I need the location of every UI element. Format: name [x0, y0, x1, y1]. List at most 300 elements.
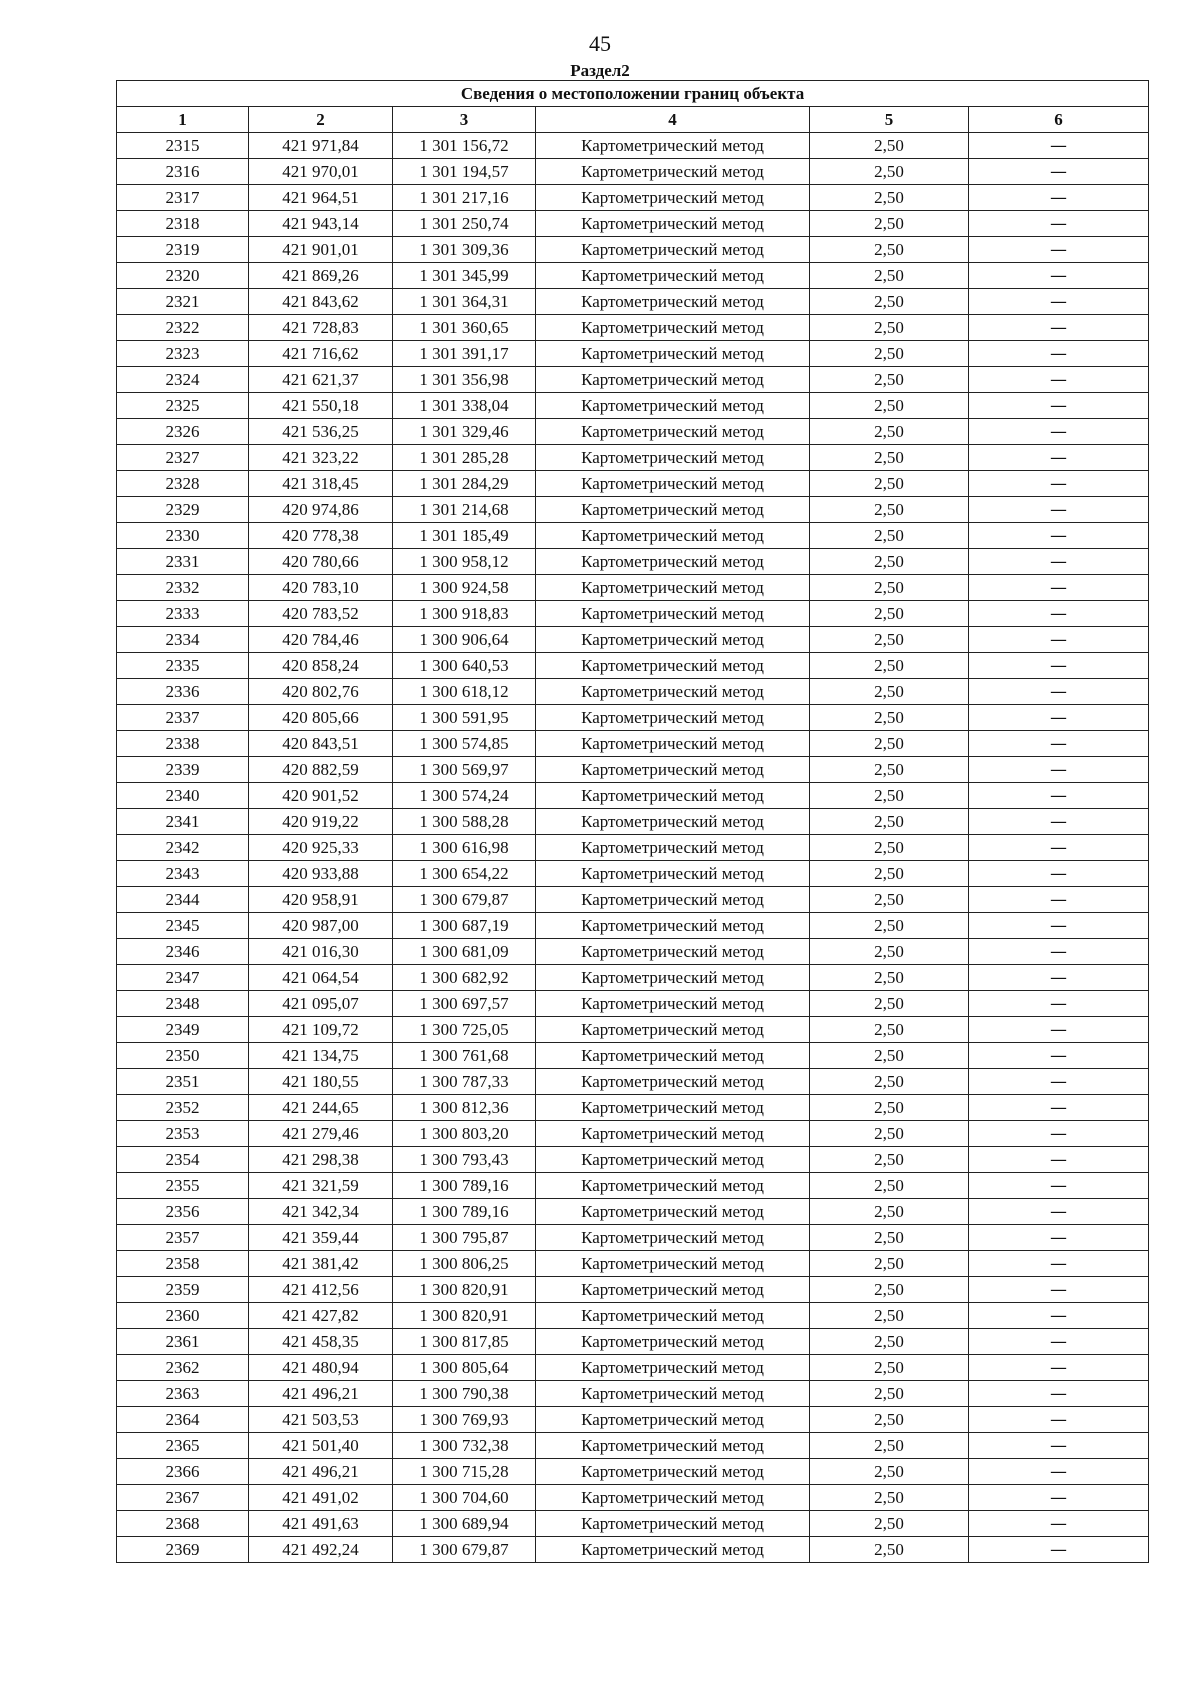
accuracy-cell: 2,50: [810, 939, 969, 965]
notes-cell: —: [969, 1459, 1149, 1485]
table-row: [117, 1329, 1149, 1355]
table-title-row: [117, 81, 1149, 107]
point-number-cell: 2339: [117, 757, 249, 783]
point-number-cell: 2320: [117, 263, 249, 289]
y-coordinate-cell: 1 300 697,57: [393, 991, 536, 1017]
notes-cell: —: [969, 341, 1149, 367]
x-coordinate-cell: 421 381,42: [249, 1251, 393, 1277]
x-coordinate-cell: 421 943,14: [249, 211, 393, 237]
accuracy-cell: 2,50: [810, 1433, 969, 1459]
notes-cell: —: [969, 1147, 1149, 1173]
accuracy-cell: 2,50: [810, 471, 969, 497]
method-cell: Картометрический метод: [536, 575, 810, 601]
accuracy-cell: 2,50: [810, 627, 969, 653]
y-coordinate-cell: 1 300 817,85: [393, 1329, 536, 1355]
y-coordinate-cell: 1 300 769,93: [393, 1407, 536, 1433]
y-coordinate-cell: 1 300 687,19: [393, 913, 536, 939]
method-cell: Картометрический метод: [536, 159, 810, 185]
accuracy-cell: 2,50: [810, 1173, 969, 1199]
y-coordinate-cell: 1 300 820,91: [393, 1303, 536, 1329]
y-coordinate-cell: 1 300 616,98: [393, 835, 536, 861]
method-cell: Картометрический метод: [536, 1095, 810, 1121]
table-row: [117, 367, 1149, 393]
point-number-cell: 2346: [117, 939, 249, 965]
y-coordinate-cell: 1 300 761,68: [393, 1043, 536, 1069]
x-coordinate-cell: 421 491,63: [249, 1511, 393, 1537]
notes-cell: —: [969, 627, 1149, 653]
accuracy-cell: 2,50: [810, 731, 969, 757]
notes-cell: —: [969, 991, 1149, 1017]
x-coordinate-cell: 420 802,76: [249, 679, 393, 705]
y-coordinate-cell: 1 301 345,99: [393, 263, 536, 289]
y-coordinate-cell: 1 300 681,09: [393, 939, 536, 965]
point-number-cell: 2318: [117, 211, 249, 237]
accuracy-cell: 2,50: [810, 1485, 969, 1511]
y-coordinate-cell: 1 300 790,38: [393, 1381, 536, 1407]
method-cell: Картометрический метод: [536, 705, 810, 731]
table-row: [117, 1147, 1149, 1173]
method-cell: Картометрический метод: [536, 1329, 810, 1355]
point-number-cell: 2362: [117, 1355, 249, 1381]
accuracy-cell: 2,50: [810, 653, 969, 679]
table-row: [117, 913, 1149, 939]
accuracy-cell: 2,50: [810, 159, 969, 185]
point-number-cell: 2329: [117, 497, 249, 523]
table-row: [117, 1173, 1149, 1199]
accuracy-cell: 2,50: [810, 133, 969, 159]
x-coordinate-cell: 420 784,46: [249, 627, 393, 653]
accuracy-cell: 2,50: [810, 1303, 969, 1329]
method-cell: Картометрический метод: [536, 1069, 810, 1095]
notes-cell: —: [969, 1277, 1149, 1303]
notes-cell: —: [969, 471, 1149, 497]
method-cell: Картометрический метод: [536, 497, 810, 523]
table-row: [117, 965, 1149, 991]
accuracy-cell: 2,50: [810, 601, 969, 627]
table-row: [117, 575, 1149, 601]
point-number-cell: 2344: [117, 887, 249, 913]
accuracy-cell: 2,50: [810, 237, 969, 263]
x-coordinate-cell: 421 869,26: [249, 263, 393, 289]
method-cell: Картометрический метод: [536, 315, 810, 341]
notes-cell: —: [969, 211, 1149, 237]
notes-cell: —: [969, 393, 1149, 419]
table-row: [117, 1277, 1149, 1303]
x-coordinate-cell: 421 496,21: [249, 1381, 393, 1407]
table-row: [117, 1485, 1149, 1511]
table-row: [117, 783, 1149, 809]
accuracy-cell: 2,50: [810, 289, 969, 315]
x-coordinate-cell: 420 858,24: [249, 653, 393, 679]
y-coordinate-cell: 1 300 679,87: [393, 887, 536, 913]
point-number-cell: 2342: [117, 835, 249, 861]
point-number-cell: 2352: [117, 1095, 249, 1121]
accuracy-cell: 2,50: [810, 705, 969, 731]
x-coordinate-cell: 420 843,51: [249, 731, 393, 757]
point-number-cell: 2319: [117, 237, 249, 263]
y-coordinate-cell: 1 301 364,31: [393, 289, 536, 315]
method-cell: Картометрический метод: [536, 627, 810, 653]
accuracy-cell: 2,50: [810, 913, 969, 939]
notes-cell: —: [969, 653, 1149, 679]
notes-cell: —: [969, 237, 1149, 263]
accuracy-cell: 2,50: [810, 1199, 969, 1225]
notes-cell: —: [969, 1329, 1149, 1355]
x-coordinate-cell: 421 621,37: [249, 367, 393, 393]
x-coordinate-cell: 421 109,72: [249, 1017, 393, 1043]
notes-cell: —: [969, 861, 1149, 887]
notes-cell: —: [969, 159, 1149, 185]
table-row: [117, 445, 1149, 471]
notes-cell: —: [969, 1173, 1149, 1199]
point-number-cell: 2325: [117, 393, 249, 419]
y-coordinate-cell: 1 301 356,98: [393, 367, 536, 393]
accuracy-cell: 2,50: [810, 887, 969, 913]
notes-cell: —: [969, 419, 1149, 445]
accuracy-cell: 2,50: [810, 367, 969, 393]
accuracy-cell: 2,50: [810, 679, 969, 705]
point-number-cell: 2332: [117, 575, 249, 601]
point-number-cell: 2367: [117, 1485, 249, 1511]
table-row: [117, 1251, 1149, 1277]
method-cell: Картометрический метод: [536, 1017, 810, 1043]
point-number-cell: 2317: [117, 185, 249, 211]
notes-cell: —: [969, 1069, 1149, 1095]
point-number-cell: 2322: [117, 315, 249, 341]
x-coordinate-cell: 421 496,21: [249, 1459, 393, 1485]
table-header-row: [117, 107, 1149, 133]
point-number-cell: 2343: [117, 861, 249, 887]
y-coordinate-cell: 1 300 789,16: [393, 1173, 536, 1199]
point-number-cell: 2328: [117, 471, 249, 497]
table-row: [117, 939, 1149, 965]
notes-cell: —: [969, 1381, 1149, 1407]
point-number-cell: 2321: [117, 289, 249, 315]
notes-cell: —: [969, 523, 1149, 549]
table-row: [117, 1121, 1149, 1147]
table-row: [117, 549, 1149, 575]
x-coordinate-cell: 420 974,86: [249, 497, 393, 523]
accuracy-cell: 2,50: [810, 1355, 969, 1381]
y-coordinate-cell: 1 300 654,22: [393, 861, 536, 887]
accuracy-cell: 2,50: [810, 341, 969, 367]
point-number-cell: 2366: [117, 1459, 249, 1485]
point-number-cell: 2323: [117, 341, 249, 367]
x-coordinate-cell: 421 964,51: [249, 185, 393, 211]
x-coordinate-cell: 421 427,82: [249, 1303, 393, 1329]
boundary-coordinates-table: [116, 80, 1149, 1563]
notes-cell: —: [969, 1537, 1149, 1563]
point-number-cell: 2316: [117, 159, 249, 185]
y-coordinate-cell: 1 301 217,16: [393, 185, 536, 211]
accuracy-cell: 2,50: [810, 757, 969, 783]
method-cell: Картометрический метод: [536, 601, 810, 627]
point-number-cell: 2355: [117, 1173, 249, 1199]
notes-cell: —: [969, 731, 1149, 757]
accuracy-cell: 2,50: [810, 783, 969, 809]
method-cell: Картометрический метод: [536, 1251, 810, 1277]
x-coordinate-cell: 421 901,01: [249, 237, 393, 263]
method-cell: Картометрический метод: [536, 1225, 810, 1251]
table-row: [117, 1199, 1149, 1225]
method-cell: Картометрический метод: [536, 991, 810, 1017]
x-coordinate-cell: 421 458,35: [249, 1329, 393, 1355]
x-coordinate-cell: 421 180,55: [249, 1069, 393, 1095]
y-coordinate-cell: 1 300 918,83: [393, 601, 536, 627]
point-number-cell: 2349: [117, 1017, 249, 1043]
column-header: 4: [536, 107, 810, 133]
point-number-cell: 2354: [117, 1147, 249, 1173]
table-row: [117, 133, 1149, 159]
notes-cell: —: [969, 367, 1149, 393]
method-cell: Картометрический метод: [536, 341, 810, 367]
table-row: [117, 471, 1149, 497]
method-cell: Картометрический метод: [536, 1277, 810, 1303]
method-cell: Картометрический метод: [536, 185, 810, 211]
accuracy-cell: 2,50: [810, 1537, 969, 1563]
accuracy-cell: 2,50: [810, 835, 969, 861]
method-cell: Картометрический метод: [536, 1459, 810, 1485]
notes-cell: —: [969, 1095, 1149, 1121]
accuracy-cell: 2,50: [810, 1329, 969, 1355]
x-coordinate-cell: 421 480,94: [249, 1355, 393, 1381]
table-row: [117, 289, 1149, 315]
method-cell: Картометрический метод: [536, 913, 810, 939]
table-row: [117, 1095, 1149, 1121]
notes-cell: —: [969, 887, 1149, 913]
point-number-cell: 2364: [117, 1407, 249, 1433]
table-row: [117, 1407, 1149, 1433]
x-coordinate-cell: 421 716,62: [249, 341, 393, 367]
accuracy-cell: 2,50: [810, 861, 969, 887]
notes-cell: —: [969, 783, 1149, 809]
method-cell: Картометрический метод: [536, 1121, 810, 1147]
x-coordinate-cell: 420 933,88: [249, 861, 393, 887]
point-number-cell: 2365: [117, 1433, 249, 1459]
method-cell: Картометрический метод: [536, 549, 810, 575]
method-cell: Картометрический метод: [536, 887, 810, 913]
x-coordinate-cell: 421 970,01: [249, 159, 393, 185]
x-coordinate-cell: 420 958,91: [249, 887, 393, 913]
y-coordinate-cell: 1 301 338,04: [393, 393, 536, 419]
x-coordinate-cell: 421 503,53: [249, 1407, 393, 1433]
table-row: [117, 1355, 1149, 1381]
table-row: [117, 1017, 1149, 1043]
method-cell: Картометрический метод: [536, 939, 810, 965]
notes-cell: —: [969, 1121, 1149, 1147]
method-cell: Картометрический метод: [536, 1043, 810, 1069]
notes-cell: —: [969, 263, 1149, 289]
notes-cell: —: [969, 1485, 1149, 1511]
table-row: [117, 159, 1149, 185]
method-cell: Картометрический метод: [536, 653, 810, 679]
method-cell: Картометрический метод: [536, 965, 810, 991]
method-cell: Картометрический метод: [536, 1537, 810, 1563]
point-number-cell: 2358: [117, 1251, 249, 1277]
accuracy-cell: 2,50: [810, 1511, 969, 1537]
y-coordinate-cell: 1 300 689,94: [393, 1511, 536, 1537]
y-coordinate-cell: 1 300 787,33: [393, 1069, 536, 1095]
table-row: [117, 497, 1149, 523]
method-cell: Картометрический метод: [536, 393, 810, 419]
notes-cell: —: [969, 1017, 1149, 1043]
table-row: [117, 237, 1149, 263]
x-coordinate-cell: 421 359,44: [249, 1225, 393, 1251]
y-coordinate-cell: 1 300 618,12: [393, 679, 536, 705]
x-coordinate-cell: 421 491,02: [249, 1485, 393, 1511]
table-row: [117, 601, 1149, 627]
y-coordinate-cell: 1 300 682,92: [393, 965, 536, 991]
accuracy-cell: 2,50: [810, 315, 969, 341]
accuracy-cell: 2,50: [810, 1407, 969, 1433]
accuracy-cell: 2,50: [810, 1017, 969, 1043]
accuracy-cell: 2,50: [810, 1043, 969, 1069]
method-cell: Картометрический метод: [536, 1433, 810, 1459]
y-coordinate-cell: 1 301 329,46: [393, 419, 536, 445]
x-coordinate-cell: 420 805,66: [249, 705, 393, 731]
y-coordinate-cell: 1 301 156,72: [393, 133, 536, 159]
table-body: [117, 133, 1149, 1563]
accuracy-cell: 2,50: [810, 549, 969, 575]
table-row: [117, 1225, 1149, 1251]
table-row: [117, 809, 1149, 835]
table-row: [117, 1511, 1149, 1537]
x-coordinate-cell: 421 016,30: [249, 939, 393, 965]
point-number-cell: 2369: [117, 1537, 249, 1563]
x-coordinate-cell: 420 783,10: [249, 575, 393, 601]
point-number-cell: 2363: [117, 1381, 249, 1407]
table-row: [117, 1459, 1149, 1485]
accuracy-cell: 2,50: [810, 445, 969, 471]
point-number-cell: 2353: [117, 1121, 249, 1147]
accuracy-cell: 2,50: [810, 1095, 969, 1121]
y-coordinate-cell: 1 300 732,38: [393, 1433, 536, 1459]
table-row: [117, 861, 1149, 887]
x-coordinate-cell: 421 064,54: [249, 965, 393, 991]
x-coordinate-cell: 421 492,24: [249, 1537, 393, 1563]
table-row: [117, 419, 1149, 445]
accuracy-cell: 2,50: [810, 1147, 969, 1173]
point-number-cell: 2315: [117, 133, 249, 159]
point-number-cell: 2334: [117, 627, 249, 653]
point-number-cell: 2330: [117, 523, 249, 549]
notes-cell: —: [969, 133, 1149, 159]
table-row: [117, 1537, 1149, 1563]
accuracy-cell: 2,50: [810, 991, 969, 1017]
method-cell: Картометрический метод: [536, 1173, 810, 1199]
table-row: [117, 211, 1149, 237]
y-coordinate-cell: 1 300 591,95: [393, 705, 536, 731]
table-row: [117, 757, 1149, 783]
y-coordinate-cell: 1 300 803,20: [393, 1121, 536, 1147]
column-header: 5: [810, 107, 969, 133]
notes-cell: —: [969, 1511, 1149, 1537]
y-coordinate-cell: 1 301 185,49: [393, 523, 536, 549]
method-cell: Картометрический метод: [536, 783, 810, 809]
point-number-cell: 2351: [117, 1069, 249, 1095]
y-coordinate-cell: 1 301 285,28: [393, 445, 536, 471]
y-coordinate-cell: 1 300 704,60: [393, 1485, 536, 1511]
accuracy-cell: 2,50: [810, 185, 969, 211]
x-coordinate-cell: 421 318,45: [249, 471, 393, 497]
notes-cell: —: [969, 1043, 1149, 1069]
method-cell: Картометрический метод: [536, 133, 810, 159]
accuracy-cell: 2,50: [810, 211, 969, 237]
x-coordinate-cell: 420 901,52: [249, 783, 393, 809]
y-coordinate-cell: 1 300 569,97: [393, 757, 536, 783]
accuracy-cell: 2,50: [810, 497, 969, 523]
table-row: [117, 705, 1149, 731]
notes-cell: —: [969, 1407, 1149, 1433]
table-row: [117, 627, 1149, 653]
y-coordinate-cell: 1 300 574,24: [393, 783, 536, 809]
y-coordinate-cell: 1 300 679,87: [393, 1537, 536, 1563]
point-number-cell: 2335: [117, 653, 249, 679]
point-number-cell: 2338: [117, 731, 249, 757]
point-number-cell: 2368: [117, 1511, 249, 1537]
column-header: 6: [969, 107, 1149, 133]
table-row: [117, 1381, 1149, 1407]
accuracy-cell: 2,50: [810, 575, 969, 601]
y-coordinate-cell: 1 300 715,28: [393, 1459, 536, 1485]
accuracy-cell: 2,50: [810, 1277, 969, 1303]
notes-cell: —: [969, 679, 1149, 705]
accuracy-cell: 2,50: [810, 1069, 969, 1095]
table-row: [117, 679, 1149, 705]
method-cell: Картометрический метод: [536, 1355, 810, 1381]
table-row: [117, 991, 1149, 1017]
column-header: 3: [393, 107, 536, 133]
y-coordinate-cell: 1 300 574,85: [393, 731, 536, 757]
x-coordinate-cell: 421 843,62: [249, 289, 393, 315]
notes-cell: —: [969, 1355, 1149, 1381]
notes-cell: —: [969, 1433, 1149, 1459]
method-cell: Картометрический метод: [536, 679, 810, 705]
x-coordinate-cell: 421 134,75: [249, 1043, 393, 1069]
table-row: [117, 315, 1149, 341]
table-row: [117, 731, 1149, 757]
method-cell: Картометрический метод: [536, 809, 810, 835]
method-cell: Картометрический метод: [536, 1199, 810, 1225]
point-number-cell: 2345: [117, 913, 249, 939]
point-number-cell: 2361: [117, 1329, 249, 1355]
column-header: 1: [117, 107, 249, 133]
method-cell: Картометрический метод: [536, 445, 810, 471]
y-coordinate-cell: 1 300 725,05: [393, 1017, 536, 1043]
notes-cell: —: [969, 809, 1149, 835]
table-row: [117, 1043, 1149, 1069]
point-number-cell: 2331: [117, 549, 249, 575]
notes-cell: —: [969, 913, 1149, 939]
accuracy-cell: 2,50: [810, 1459, 969, 1485]
y-coordinate-cell: 1 300 806,25: [393, 1251, 536, 1277]
accuracy-cell: 2,50: [810, 263, 969, 289]
y-coordinate-cell: 1 301 214,68: [393, 497, 536, 523]
point-number-cell: 2333: [117, 601, 249, 627]
table-row: [117, 887, 1149, 913]
notes-cell: —: [969, 1251, 1149, 1277]
table-row: [117, 341, 1149, 367]
x-coordinate-cell: 420 882,59: [249, 757, 393, 783]
notes-cell: —: [969, 497, 1149, 523]
x-coordinate-cell: 421 095,07: [249, 991, 393, 1017]
y-coordinate-cell: 1 300 924,58: [393, 575, 536, 601]
y-coordinate-cell: 1 301 284,29: [393, 471, 536, 497]
point-number-cell: 2348: [117, 991, 249, 1017]
point-number-cell: 2357: [117, 1225, 249, 1251]
point-number-cell: 2359: [117, 1277, 249, 1303]
notes-cell: —: [969, 1225, 1149, 1251]
